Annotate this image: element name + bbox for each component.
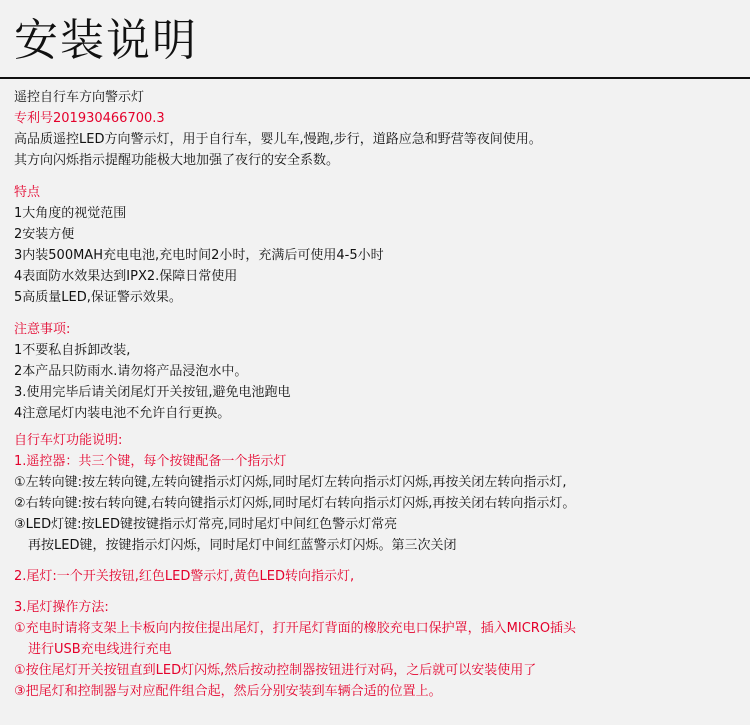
feature-item: 4表面防水效果达到IPX2.保障日常使用 [14, 269, 238, 284]
note-item: 2本产品只防雨水.请勿将产品浸泡水中。 [14, 364, 248, 379]
features-heading: 特点 [14, 185, 41, 200]
remote-heading: 1.遥控器：共三个键，每个按键配备一个指示灯 [14, 454, 287, 469]
title-divider [0, 77, 750, 79]
notes-heading: 注意事项: [14, 322, 71, 337]
operation-item: ①按住尾灯开关按钮直到LED灯闪烁,然后按动控制器按钮进行对码，之后就可以安装使用了 [14, 663, 537, 678]
operation-heading: 3.尾灯操作方法: [14, 600, 109, 615]
operation-item: ③把尾灯和控制器与对应配件组合起，然后分别安装到车辆合适的位置上。 [14, 684, 442, 699]
patent-number: 专利号201930466700.3 [14, 111, 165, 126]
remote-item-continued: 再按LED键，按键指示灯闪烁，同时尾灯中间红蓝警示灯闪烁。第三次关闭 [28, 538, 457, 553]
feature-item: 5高质量LED,保证警示效果。 [14, 290, 182, 305]
note-item: 3.使用完毕后请关闭尾灯开关按钮,避免电池跑电 [14, 385, 291, 400]
note-item: 4注意尾灯内装电池不允许自行更换。 [14, 406, 231, 421]
feature-item: 1大角度的视觉范围 [14, 206, 127, 221]
remote-item: ①左转向键:按左转向键,左转向键指示灯闪烁,同时尾灯左转向指示灯闪烁,再按关闭左转向指示灯, [14, 475, 567, 490]
feature-item: 2安装方便 [14, 227, 75, 242]
intro-description-1: 高品质遥控LED方向警示灯，用于自行车，婴儿车,慢跑,步行，道路应急和野营等夜间使用。 [14, 132, 542, 147]
intro-description-2: 其方向闪烁指示提醒功能极大地加强了夜行的安全系数。 [14, 153, 340, 168]
remote-item: ③LED灯键:按LED键按键指示灯常亮,同时尾灯中间红色警示灯常亮 [14, 517, 398, 532]
page-title: 安装说明 [14, 15, 198, 66]
feature-item: 3内装500MAH充电电池,充电时间2小时，充满后可使用4-5小时 [14, 248, 384, 263]
operation-item-continued: 进行USB充电线进行充电 [28, 642, 172, 657]
note-item: 1不要私自拆卸改装, [14, 343, 131, 358]
operation-item: ①充电时请将支架上卡板向内按住提出尾灯，打开尾灯背面的橡胶充电口保护罩，插入MICRO插头 [14, 621, 577, 636]
product-name: 遥控自行车方向警示灯 [14, 90, 145, 105]
remote-item: ②右转向键:按右转向键,右转向键指示灯闪烁,同时尾灯右转向指示灯闪烁,再按关闭右转向指示灯。 [14, 496, 576, 511]
functions-heading: 自行车灯功能说明: [14, 433, 123, 448]
tail-light-description: 2.尾灯:一个开关按钮,红色LED警示灯,黄色LED转向指示灯, [14, 569, 355, 584]
